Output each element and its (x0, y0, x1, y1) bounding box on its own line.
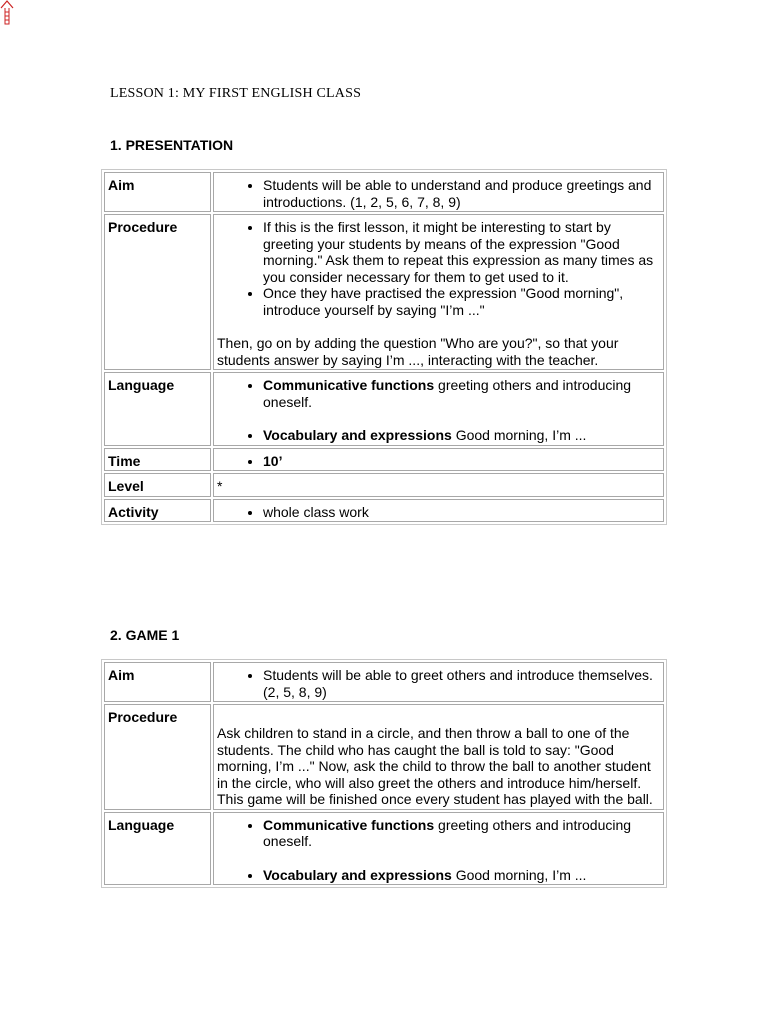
procedure-paragraph: Then, go on by adding the question "Who are you?", so that your students answer by saying I’m ..., interacting with the teacher. (217, 335, 619, 368)
procedure-cell (213, 704, 664, 810)
row-label-activity: Activity (104, 499, 211, 523)
game-table (101, 659, 667, 888)
table-row (104, 214, 664, 370)
functions-text: greeting others and introducing oneself. (263, 377, 632, 410)
vocab-label: Vocabulary and expressions (263, 427, 452, 443)
table-row (104, 448, 664, 472)
row-label-language: Language (104, 812, 211, 886)
functions-label: Communicative functions (263, 377, 435, 393)
aim-cell (213, 172, 664, 212)
section-title-game: 2. GAME 1 (110, 627, 180, 643)
vocab-label: Vocabulary and expressions (263, 866, 452, 883)
activity-cell (213, 499, 664, 523)
procedure-cell (213, 214, 664, 370)
functions-label: Communicative functions (263, 816, 435, 833)
list-item (263, 817, 660, 850)
time-value: 10’ (263, 452, 283, 469)
row-label-time: Time (104, 448, 211, 472)
row-label-procedure: Procedure (104, 214, 211, 370)
level-value: * (213, 473, 664, 497)
row-label-aim: Aim (104, 662, 211, 702)
list-item: • Once they have practised the expression "Good morning", introduce yourself by saying "I’m ..." (263, 285, 660, 318)
arrow-marker-icon (0, 0, 16, 26)
table-row (104, 812, 664, 886)
procedure-paragraph: Ask children to stand in a circle, and then throw a ball to one of the students. The child who has caught the ball is told to say: "Good morning, I’m ..." Now, ask the child to throw the ball to another student in the circle, who will also greet the others and introduce him/herself. This game will be finished once every student has played with the ball. (217, 725, 653, 807)
language-cell (213, 372, 664, 446)
list-item (263, 427, 660, 444)
table-row (104, 473, 664, 497)
aim-cell (213, 662, 664, 702)
row-label-language: Language (104, 372, 211, 446)
row-label-level: Level (104, 473, 211, 497)
row-label-procedure: Procedure (104, 704, 211, 810)
vocab-text: Good morning, I’m ... (451, 427, 587, 443)
list-item (263, 867, 660, 884)
presentation-table (101, 169, 667, 525)
time-cell (213, 448, 664, 472)
list-item (263, 453, 660, 470)
table-row (104, 499, 664, 523)
table-row (104, 372, 664, 446)
table-row (104, 662, 664, 702)
vocab-text: Good morning, I’m ... (451, 866, 587, 883)
list-item: • If this is the first lesson, it might be interesting to start by greeting your students by means of the expression "Good morning." Ask them to repeat this expression as many times as you consider necessary for them to get used to it. (263, 219, 660, 285)
functions-text: greeting others and introducing oneself. (263, 816, 632, 849)
table-row (104, 704, 664, 810)
language-cell (213, 812, 664, 886)
table-row (104, 172, 664, 212)
lesson-title: LESSON 1: MY FIRST ENGLISH CLASS (110, 86, 362, 101)
section-title-presentation: 1. PRESENTATION (110, 137, 234, 153)
list-item: • Students will be able to understand and produce greetings and introductions. (1, 2, 5, 6, 7, 8, 9) (263, 177, 660, 210)
list-item (263, 377, 660, 410)
list-item: • Students will be able to greet others and introduce themselves. (2, 5, 8, 9) (263, 667, 660, 700)
list-item: • whole class work (263, 504, 660, 521)
row-label-aim: Aim (104, 172, 211, 212)
